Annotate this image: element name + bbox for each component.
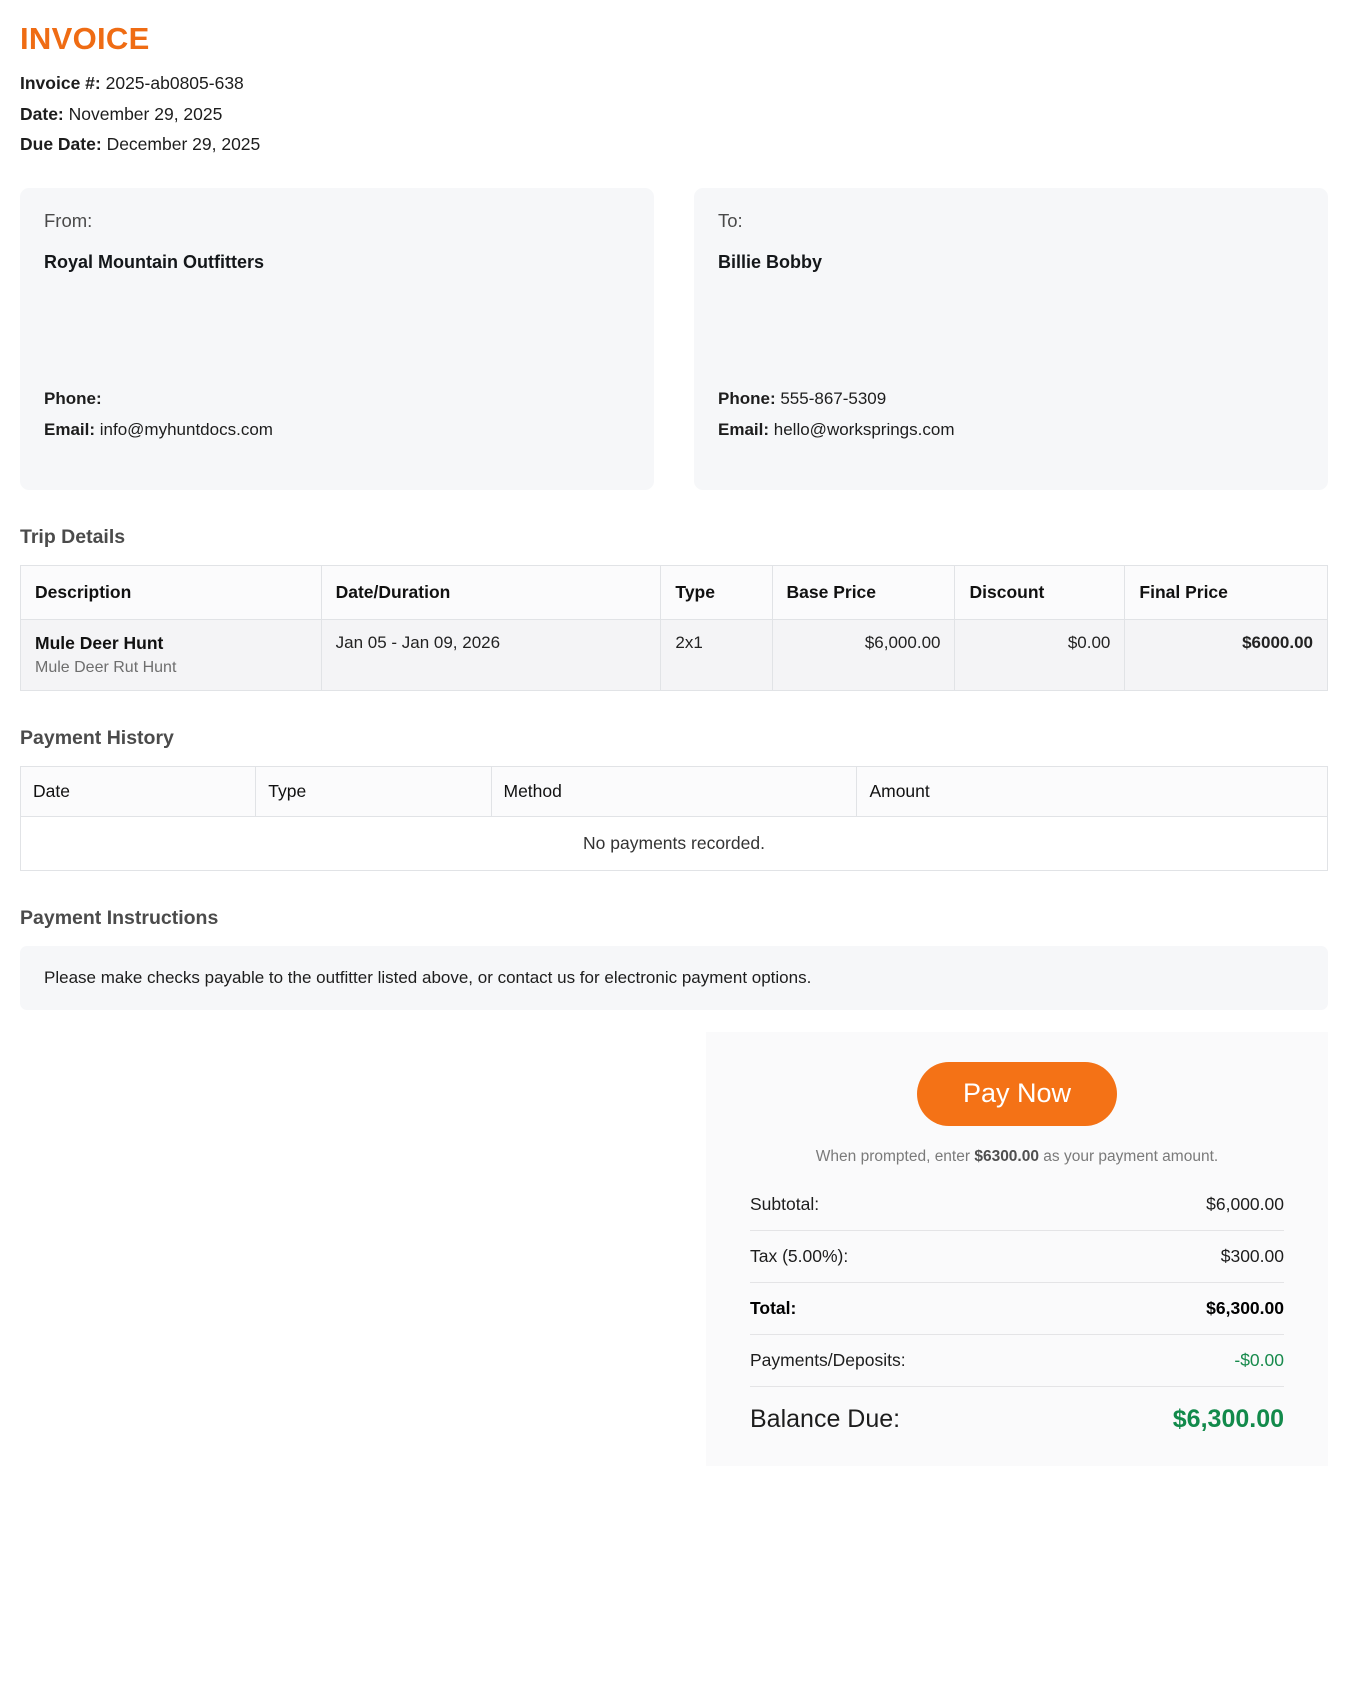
- from-email-value: info@myhuntdocs.com: [99, 420, 273, 440]
- payments-deposits-label: Payments/Deposits:: [750, 1349, 906, 1370]
- to-address-spacer: [718, 279, 1304, 383]
- payment-history-title: Payment History: [20, 726, 174, 749]
- payment-instructions-box: [20, 946, 1328, 1010]
- trip-cell-discount: $0.00: [955, 619, 1125, 690]
- trip-details-table: [20, 565, 1328, 691]
- payment-col-type: Type: [256, 766, 491, 816]
- trip-cell-type: 2x1: [661, 619, 772, 690]
- trip-cell-base-price: $6,000.00: [772, 619, 955, 690]
- from-email-line: [44, 414, 630, 445]
- table-row: [21, 619, 1328, 690]
- trip-description-sub: Mule Deer Rut Hunt: [35, 658, 177, 676]
- pay-button-row: [750, 1062, 1284, 1126]
- subtotal-value: $6,000.00: [1206, 1193, 1284, 1214]
- to-phone-label: Phone:: [718, 388, 776, 408]
- trip-col-final-price: Final Price: [1125, 565, 1328, 619]
- payment-amount-note: [750, 1148, 1284, 1166]
- trip-col-type: Type: [661, 565, 772, 619]
- from-label: From:: [44, 209, 93, 231]
- total-label: Total:: [750, 1297, 797, 1318]
- from-email-label: Email:: [44, 420, 96, 440]
- parties-section: [20, 188, 1328, 490]
- to-card: [694, 188, 1328, 490]
- totals-row-payments: [750, 1334, 1284, 1386]
- balance-due-value: $6,300.00: [1172, 1404, 1284, 1433]
- footer-left-spacer: [20, 1032, 706, 1466]
- invoice-date-label: Date:: [20, 103, 64, 124]
- invoice-number-line: [20, 68, 1328, 99]
- tax-label: Tax (5.00%):: [750, 1245, 849, 1266]
- to-email-value: hello@worksprings.com: [773, 420, 955, 440]
- subtotal-label: Subtotal:: [750, 1193, 820, 1214]
- payment-note-suffix: as your payment amount.: [1038, 1147, 1219, 1165]
- payment-panel: [706, 1032, 1328, 1466]
- to-label: To:: [718, 209, 743, 231]
- trip-col-base-price: Base Price: [772, 565, 955, 619]
- invoice-date-value: November 29, 2025: [68, 103, 223, 124]
- trip-details-title: Trip Details: [20, 525, 126, 548]
- invoice-number-value: 2025-ab0805-638: [105, 73, 244, 94]
- totals-row-tax: [750, 1230, 1284, 1282]
- trip-description-main: Mule Deer Hunt: [35, 632, 164, 653]
- totals-row-subtotal: [750, 1188, 1284, 1230]
- to-name: Billie Bobby: [718, 251, 823, 272]
- pay-now-button[interactable]: Pay Now: [917, 1062, 1117, 1126]
- trip-cell-date-duration: Jan 05 - Jan 09, 2026: [321, 619, 661, 690]
- invoice-footer: [20, 1032, 1328, 1466]
- payment-table-header-row: [21, 766, 1328, 816]
- payment-empty-row: [21, 816, 1328, 870]
- from-name: Royal Mountain Outfitters: [44, 251, 264, 272]
- to-phone-value: 555-867-5309: [780, 388, 887, 408]
- payment-col-date: Date: [21, 766, 256, 816]
- invoice-due-date-value: December 29, 2025: [106, 134, 261, 155]
- trip-cell-final-price: $6000.00: [1125, 619, 1328, 690]
- payment-instructions-title: Payment Instructions: [20, 906, 219, 929]
- to-contact: [718, 383, 1304, 446]
- balance-due-label: Balance Due:: [750, 1404, 901, 1433]
- page-title: INVOICE: [20, 21, 150, 56]
- trip-col-discount: Discount: [955, 565, 1125, 619]
- trip-col-date-duration: Date/Duration: [321, 565, 661, 619]
- payments-deposits-value: -$0.00: [1234, 1349, 1284, 1370]
- totals-row-balance-due: [750, 1386, 1284, 1438]
- payment-note-prefix: When prompted, enter: [815, 1147, 975, 1165]
- to-email-label: Email:: [718, 420, 770, 440]
- invoice-number-label: Invoice #:: [20, 73, 101, 94]
- totals-list: [750, 1188, 1284, 1438]
- totals-row-total: [750, 1282, 1284, 1334]
- trip-col-description: Description: [21, 565, 322, 619]
- to-phone-line: [718, 383, 1304, 414]
- invoice-due-date-label: Due Date:: [20, 134, 102, 155]
- trip-cell-description: [21, 619, 322, 690]
- tax-value: $300.00: [1220, 1245, 1284, 1266]
- payment-history-table: [20, 766, 1328, 871]
- payment-empty-message: No payments recorded.: [21, 816, 1328, 870]
- from-contact: [44, 383, 630, 446]
- trip-table-header-row: [21, 565, 1328, 619]
- payment-col-method: Method: [491, 766, 857, 816]
- from-phone-line: [44, 383, 630, 414]
- from-address-spacer: [44, 279, 630, 383]
- to-email-line: [718, 414, 1304, 445]
- payment-instructions-text: Please make checks payable to the outfitter listed above, or contact us for electronic payment options.: [44, 967, 812, 987]
- payment-col-amount: Amount: [857, 766, 1328, 816]
- from-phone-label: Phone:: [44, 388, 102, 408]
- invoice-date-line: [20, 99, 1328, 130]
- total-value: $6,300.00: [1206, 1297, 1284, 1318]
- from-card: [20, 188, 654, 490]
- payment-note-amount: $6300.00: [974, 1147, 1039, 1165]
- invoice-due-date-line: [20, 129, 1328, 160]
